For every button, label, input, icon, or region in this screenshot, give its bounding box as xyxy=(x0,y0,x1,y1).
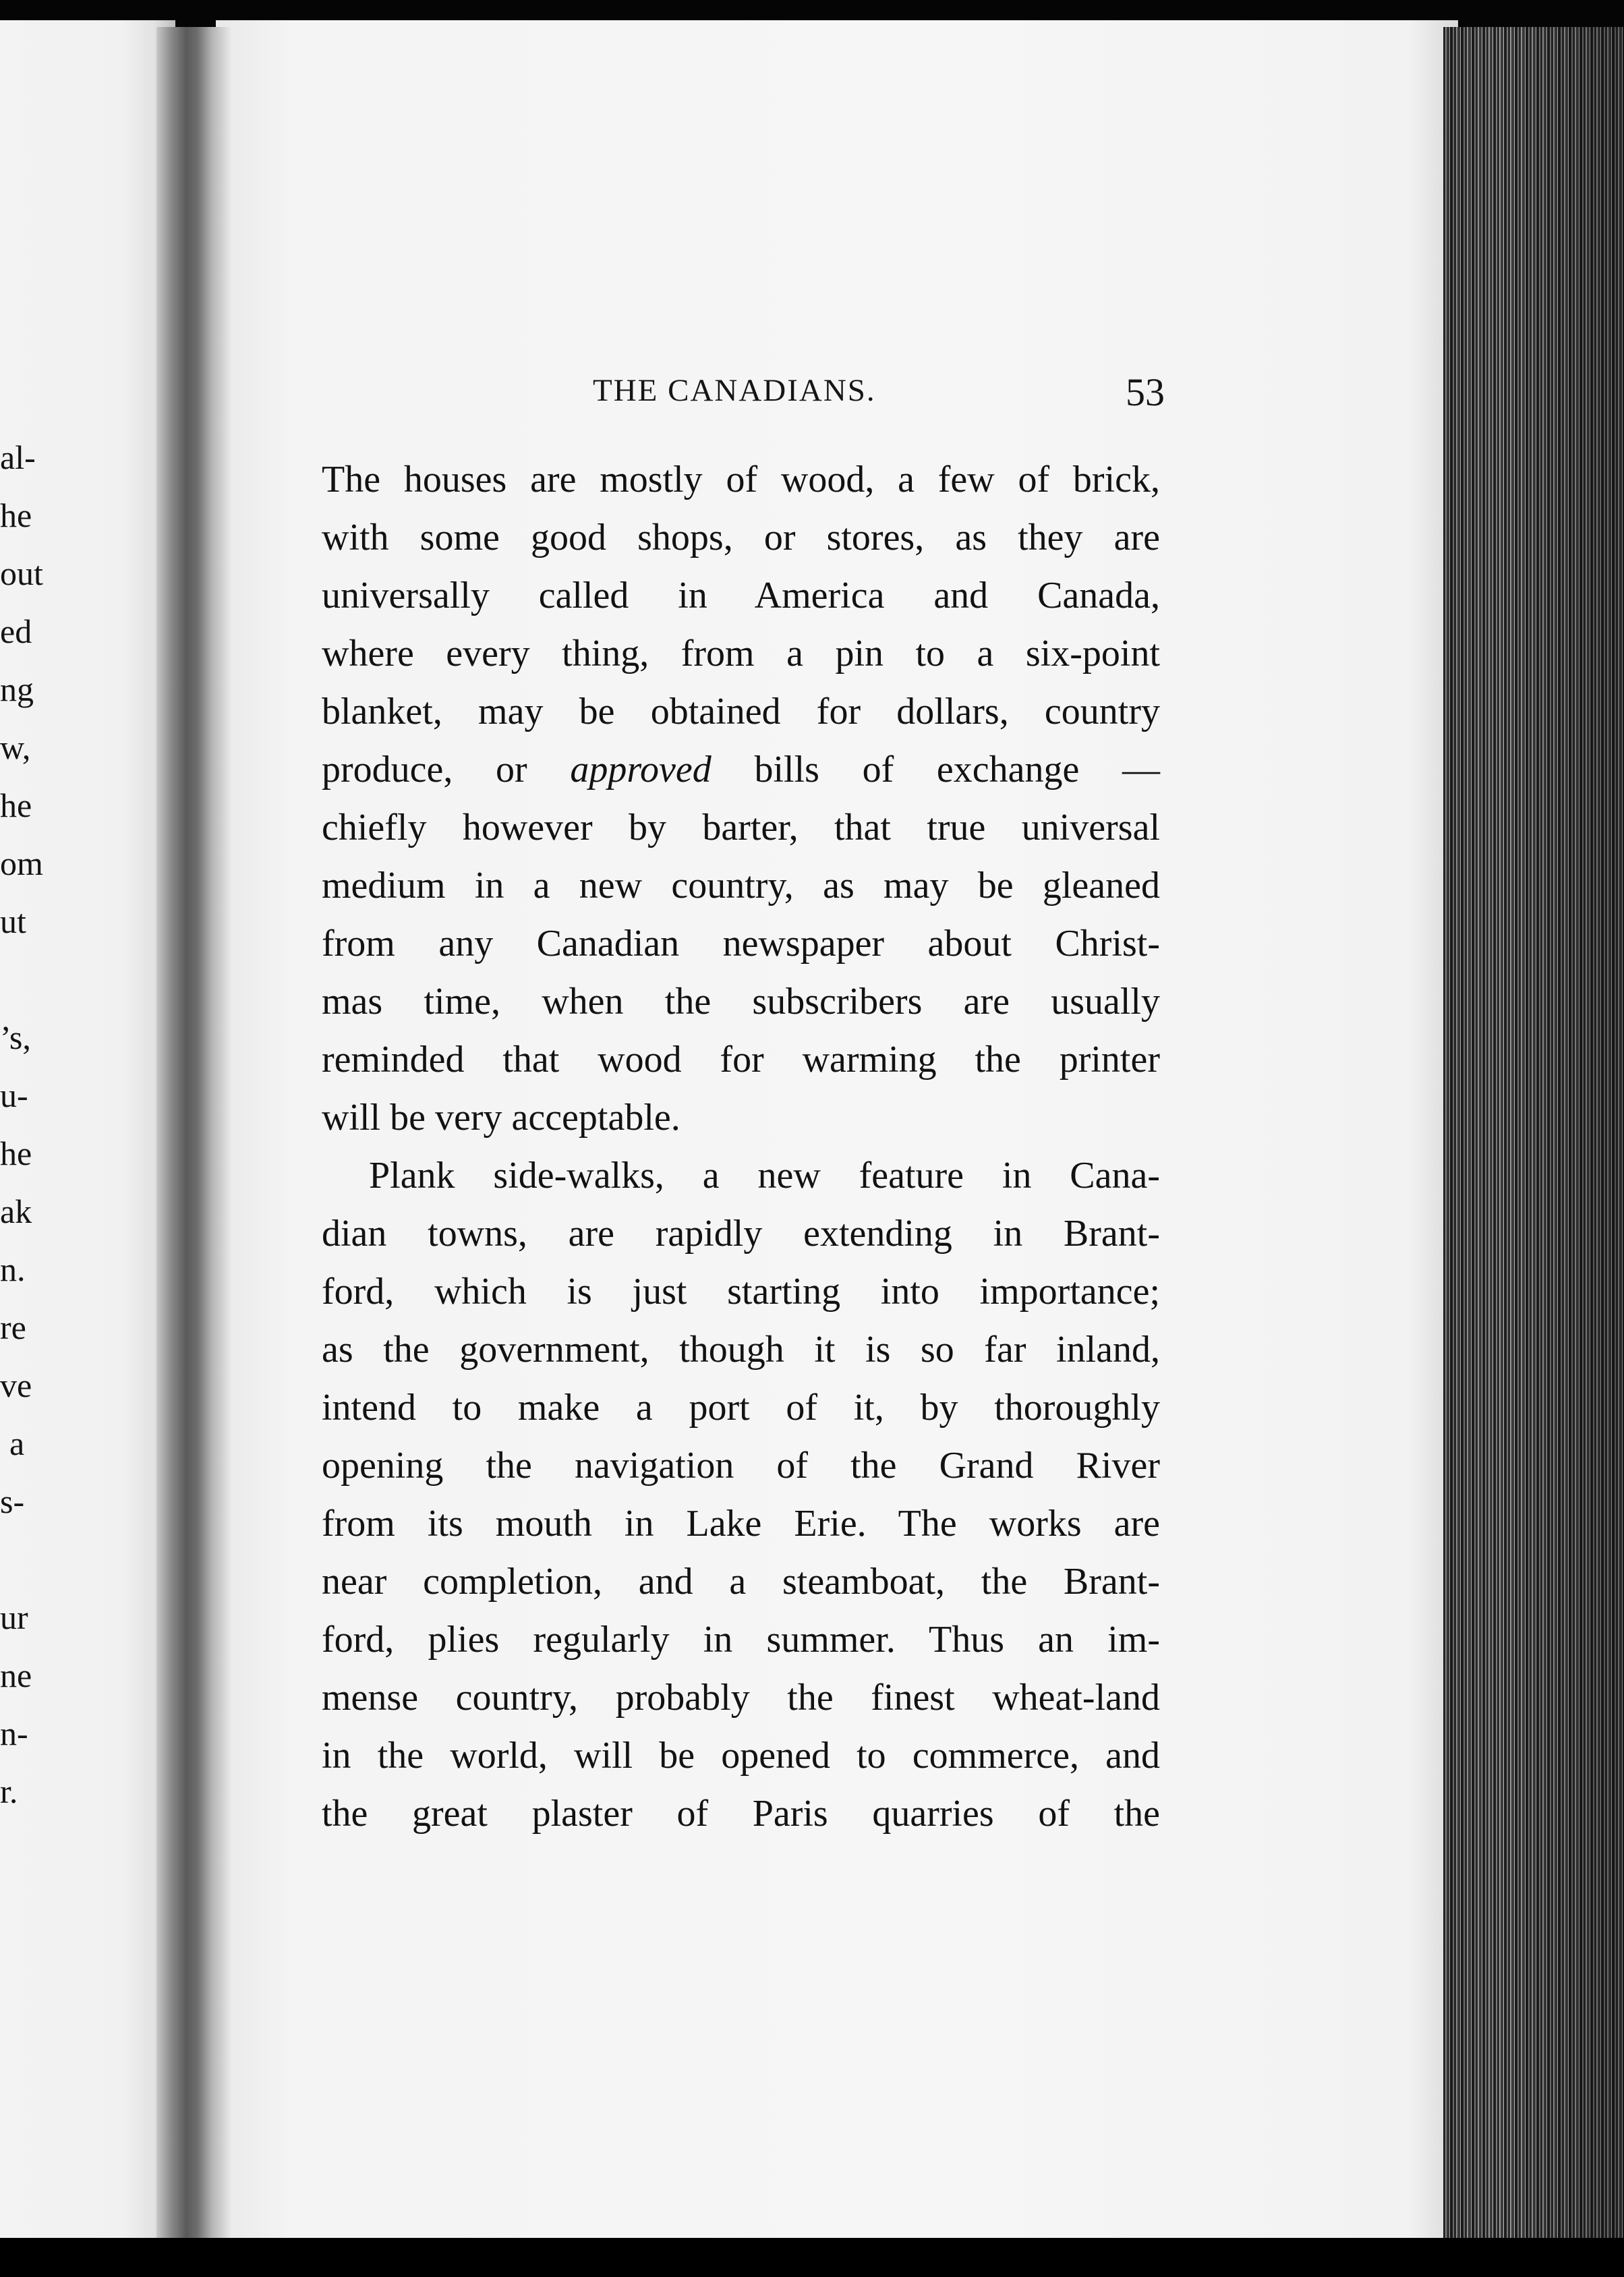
text-line: ford, plies regularly in summer. Thus an im- xyxy=(322,1619,1160,1661)
left-fragment: n- xyxy=(0,1714,28,1752)
left-fragment: he xyxy=(0,496,32,534)
left-fragment: out xyxy=(0,554,43,592)
text-line: dian towns, are rapidly extending in Brant- xyxy=(322,1213,1160,1255)
line-text-after: bills of exchange — xyxy=(711,749,1160,790)
left-fragment: r. xyxy=(0,1772,18,1810)
text-line: ford, which is just starting into importance; xyxy=(322,1271,1160,1313)
left-fragment: al- xyxy=(0,438,36,476)
text-line: intend to make a port of it, by thoroughly xyxy=(322,1387,1160,1429)
book-gutter xyxy=(156,27,231,2246)
text-line xyxy=(322,741,1160,799)
left-fragment: a xyxy=(9,1424,25,1462)
text-line: as the government, though it is so far inland, xyxy=(322,1329,1160,1371)
text-line: medium in a new country, as may be gleaned xyxy=(322,865,1160,906)
line-text-before: produce, or xyxy=(322,749,571,790)
text-line: where every thing, from a pin to a six-point xyxy=(322,633,1160,674)
text-line: mense country, probably the finest wheat-land xyxy=(322,1677,1160,1719)
left-fragment: ed xyxy=(0,612,32,650)
left-fragment: u- xyxy=(0,1076,28,1114)
text-line: with some good shops, or stores, as they are xyxy=(322,517,1160,558)
left-fragment: ak xyxy=(0,1192,32,1230)
left-fragment: he xyxy=(0,1134,32,1172)
left-fragment: om xyxy=(0,844,43,882)
text-line: Plank side-walks, a new feature in Cana- xyxy=(369,1155,1160,1197)
left-fragment: ut xyxy=(0,902,26,940)
left-fragment: ne xyxy=(0,1656,32,1694)
text-line: the great plaster of Paris quarries of the xyxy=(322,1793,1160,1835)
text-line: mas time, when the subscribers are usually xyxy=(322,981,1160,1022)
page-number: 53 xyxy=(1126,370,1165,414)
text-line: chiefly however by barter, that true universal xyxy=(322,807,1160,848)
left-fragment: s- xyxy=(0,1482,25,1520)
left-fragment: re xyxy=(0,1308,26,1346)
text-line: opening the navigation of the Grand River xyxy=(322,1445,1160,1487)
left-fragment: he xyxy=(0,786,32,824)
text-line: universally called in America and Canada, xyxy=(322,575,1160,616)
page-edges-shadow xyxy=(1443,27,1624,2246)
text-line: in the world, will be opened to commerce, and xyxy=(322,1735,1160,1777)
text-line: from any Canadian newspaper about Christ- xyxy=(322,923,1160,964)
left-fragment: ve xyxy=(0,1366,32,1404)
left-fragment: w, xyxy=(0,728,31,766)
left-fragment: ’s, xyxy=(0,1018,31,1056)
left-fragment: ng xyxy=(0,670,34,708)
text-line: The houses are mostly of wood, a few of brick, xyxy=(322,459,1160,500)
scan-border xyxy=(0,2238,1624,2277)
left-fragment: ur xyxy=(0,1598,28,1636)
text-line: reminded that wood for warming the printer xyxy=(322,1039,1160,1080)
emphasized-word: approved xyxy=(570,749,712,790)
left-facing-page xyxy=(0,20,175,2246)
running-head-title: THE CANADIANS. xyxy=(593,373,876,408)
text-line: from its mouth in Lake Erie. The works are xyxy=(322,1503,1160,1545)
text-line: blanket, may be obtained for dollars, country xyxy=(322,691,1160,732)
left-fragment: n. xyxy=(0,1250,26,1288)
text-line: near completion, and a steamboat, the Brant- xyxy=(322,1561,1160,1603)
running-head xyxy=(328,370,1165,424)
text-line: will be very acceptable. xyxy=(322,1097,680,1138)
